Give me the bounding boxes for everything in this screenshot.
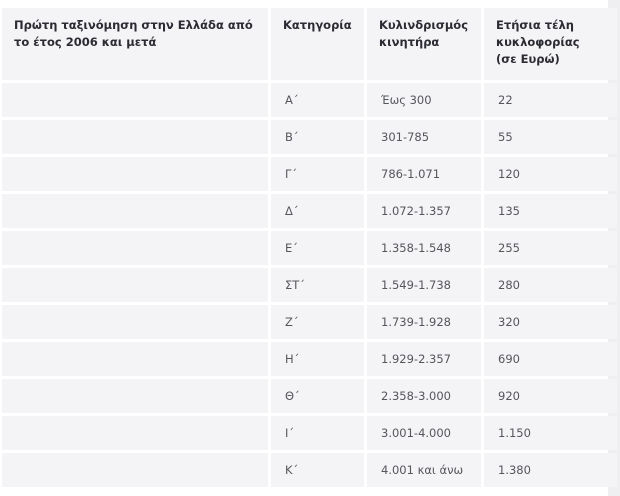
cell-first-registration <box>2 231 268 265</box>
table-row <box>2 231 617 265</box>
cell-annual-fee: 1.380 <box>484 453 617 487</box>
cell-engine-cc: 3.001-4.000 <box>367 416 481 450</box>
cell-engine-cc: 1.072-1.357 <box>367 194 481 228</box>
cell-category: Ι΄ <box>271 416 364 450</box>
table-header-row <box>2 8 617 80</box>
cell-category: Θ΄ <box>271 379 364 413</box>
cell-engine-cc: 786-1.071 <box>367 157 481 191</box>
cell-first-registration <box>2 342 268 376</box>
cell-first-registration <box>2 305 268 339</box>
cell-first-registration <box>2 157 268 191</box>
cell-annual-fee: 255 <box>484 231 617 265</box>
table-row <box>2 453 617 487</box>
cell-first-registration <box>2 268 268 302</box>
cell-annual-fee: 120 <box>484 157 617 191</box>
header-category: Κατηγορία <box>271 8 364 80</box>
cell-engine-cc: 1.739-1.928 <box>367 305 481 339</box>
table-row <box>2 416 617 450</box>
header-engine-cc: Κυλινδρισμός κινητήρα <box>367 8 481 80</box>
cell-annual-fee: 920 <box>484 379 617 413</box>
cell-annual-fee: 280 <box>484 268 617 302</box>
table-row <box>2 305 617 339</box>
cell-category: ΣΤ΄ <box>271 268 364 302</box>
cell-category: Β΄ <box>271 120 364 154</box>
cell-first-registration <box>2 120 268 154</box>
cell-annual-fee: 1.150 <box>484 416 617 450</box>
header-first-registration: Πρώτη ταξινόμηση στην Ελλάδα από το έτος 2006 και μετά <box>2 8 268 80</box>
circulation-fees-table <box>0 5 620 490</box>
cell-first-registration <box>2 453 268 487</box>
cell-engine-cc: 1.358-1.548 <box>367 231 481 265</box>
cell-annual-fee: 320 <box>484 305 617 339</box>
cell-category: Κ΄ <box>271 453 364 487</box>
header-annual-fee: Ετήσια τέλη κυκλοφορίας (σε Ευρώ) <box>484 8 617 80</box>
table-row <box>2 379 617 413</box>
cell-category: Γ΄ <box>271 157 364 191</box>
cell-engine-cc: 4.001 και άνω <box>367 453 481 487</box>
table-row <box>2 342 617 376</box>
cell-first-registration <box>2 194 268 228</box>
cell-engine-cc: 2.358-3.000 <box>367 379 481 413</box>
table-row <box>2 194 617 228</box>
table-row <box>2 268 617 302</box>
cell-engine-cc: Έως 300 <box>367 83 481 117</box>
cell-first-registration <box>2 416 268 450</box>
cell-engine-cc: 1.549-1.738 <box>367 268 481 302</box>
cell-category: Ε΄ <box>271 231 364 265</box>
cell-annual-fee: 690 <box>484 342 617 376</box>
cell-annual-fee: 22 <box>484 83 617 117</box>
cell-engine-cc: 301-785 <box>367 120 481 154</box>
cell-annual-fee: 55 <box>484 120 617 154</box>
cell-category: Ζ΄ <box>271 305 364 339</box>
cell-first-registration <box>2 83 268 117</box>
cell-first-registration <box>2 379 268 413</box>
cell-category: Α΄ <box>271 83 364 117</box>
cell-category: Δ΄ <box>271 194 364 228</box>
table-row <box>2 120 617 154</box>
cell-annual-fee: 135 <box>484 194 617 228</box>
table-row <box>2 83 617 117</box>
cell-engine-cc: 1.929-2.357 <box>367 342 481 376</box>
cell-category: Η΄ <box>271 342 364 376</box>
table-row <box>2 157 617 191</box>
